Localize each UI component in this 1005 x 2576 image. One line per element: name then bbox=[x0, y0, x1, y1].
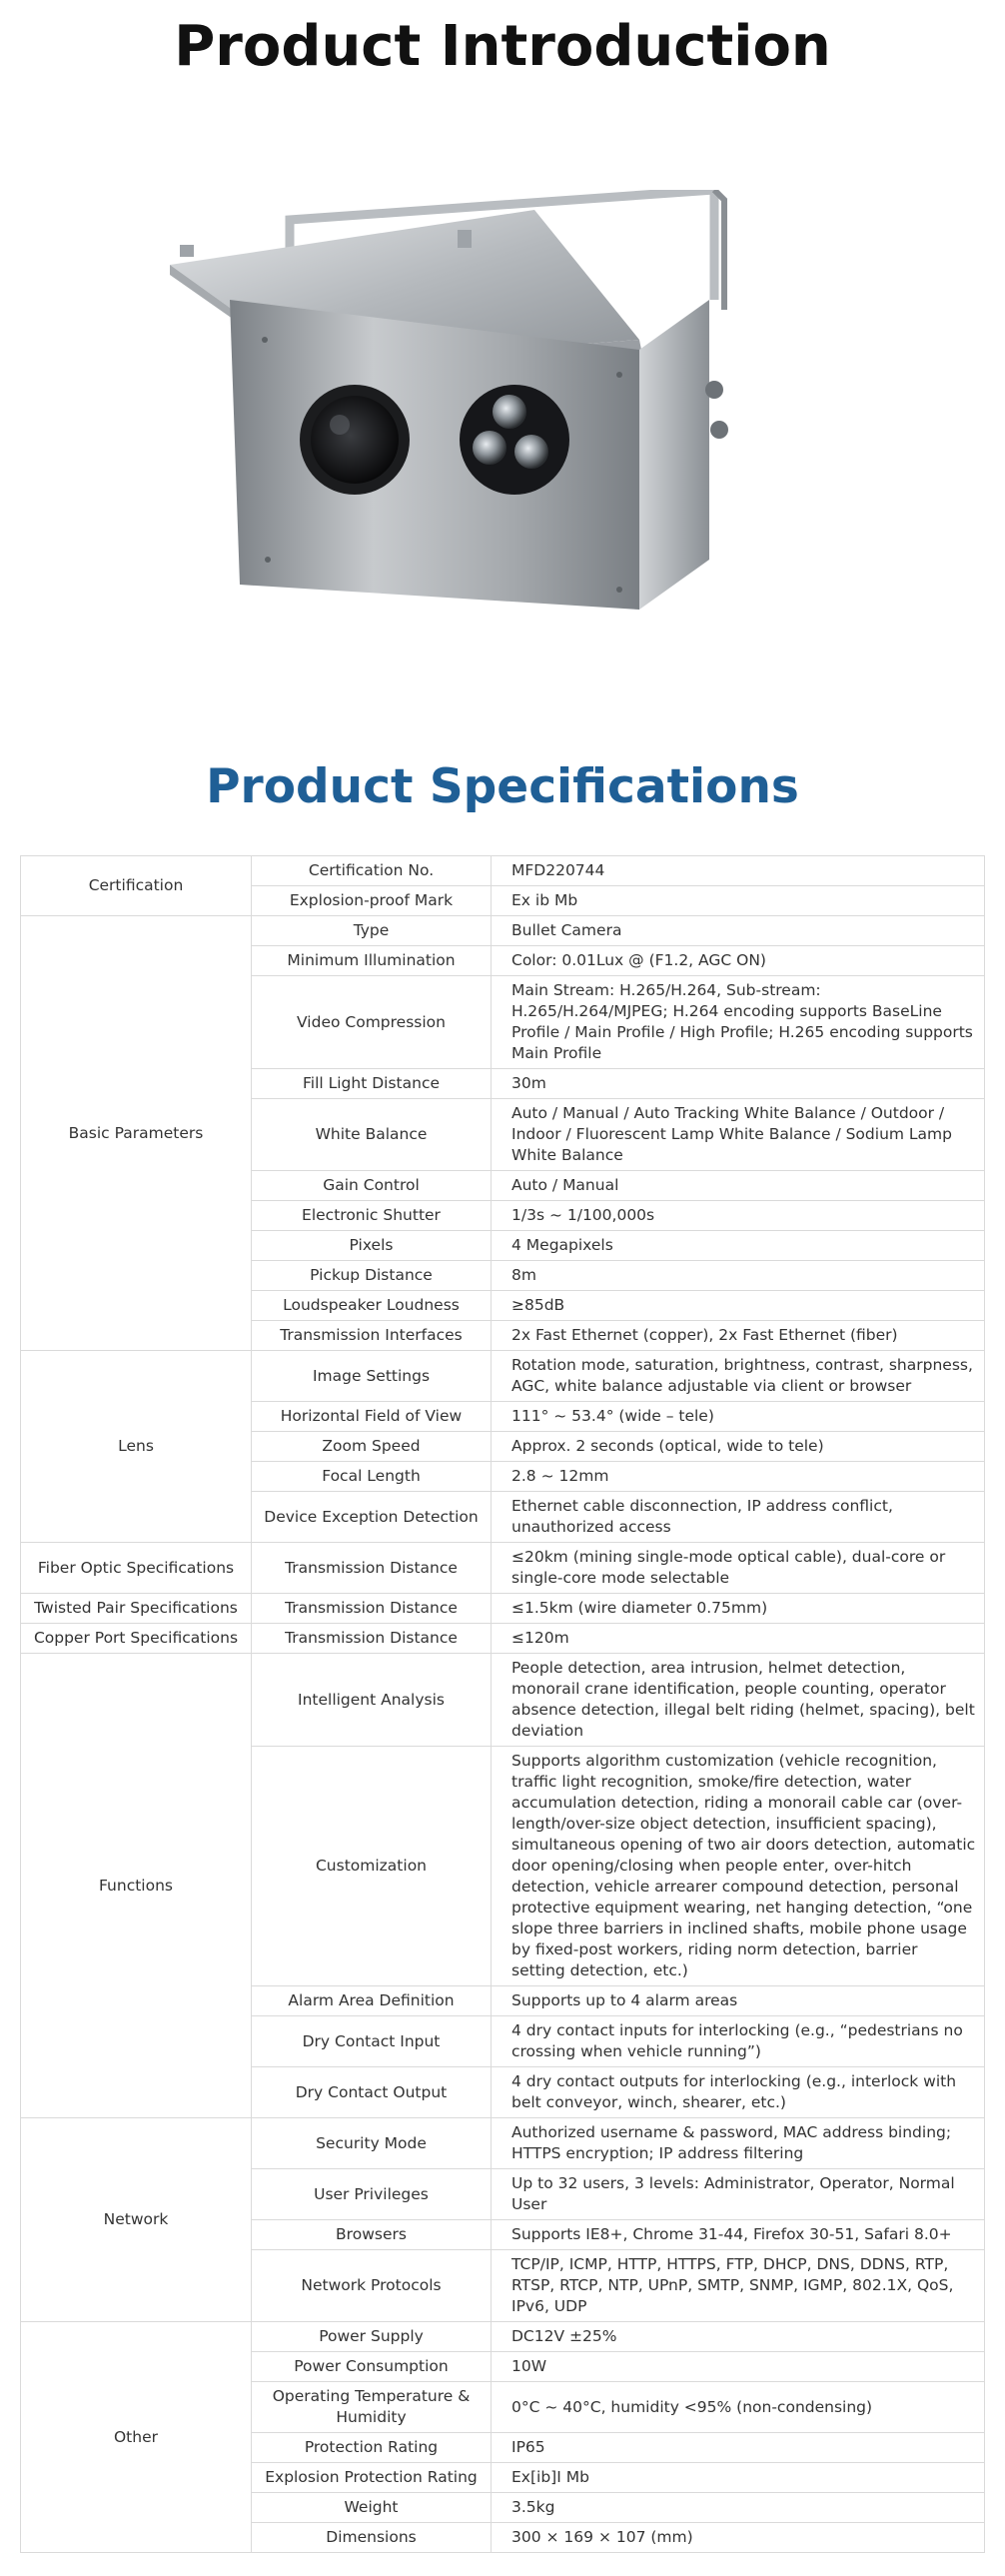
spec-value: Main Stream: H.265/H.264, Sub-stream: H.265/H.264/MJPEG; H.264 encoding supports BaseLine Profile / Main Profile / High Profile; H.265 encoding supports Main Profile bbox=[492, 976, 985, 1069]
spec-parameter: Dimensions bbox=[252, 2523, 492, 2553]
spec-value: Auto / Manual bbox=[492, 1171, 985, 1201]
spec-category: Functions bbox=[21, 1654, 252, 2118]
spec-value: 8m bbox=[492, 1261, 985, 1291]
spec-value: 4 Megapixels bbox=[492, 1231, 985, 1261]
spec-parameter: Minimum Illumination bbox=[252, 946, 492, 976]
spec-parameter: Transmission Distance bbox=[252, 1543, 492, 1594]
spec-row bbox=[21, 1624, 985, 1654]
spec-value: Ethernet cable disconnection, IP address conflict, unauthorized access bbox=[492, 1492, 985, 1543]
spec-value: Ex ib Mb bbox=[492, 886, 985, 916]
product-image bbox=[170, 190, 829, 659]
spec-parameter: Customization bbox=[252, 1747, 492, 1986]
spec-value: 111° ~ 53.4° (wide – tele) bbox=[492, 1402, 985, 1432]
spec-value: 0°C ~ 40°C, humidity <95% (non-condensing) bbox=[492, 2382, 985, 2433]
spec-row bbox=[21, 916, 985, 946]
spec-category: Certification bbox=[21, 856, 252, 916]
spec-value: Supports up to 4 alarm areas bbox=[492, 1986, 985, 2016]
spec-row bbox=[21, 856, 985, 886]
spec-parameter: Transmission Distance bbox=[252, 1624, 492, 1654]
spec-parameter: Transmission Distance bbox=[252, 1594, 492, 1624]
spec-value: TCP/IP, ICMP, HTTP, HTTPS, FTP, DHCP, DNS, DDNS, RTP, RTSP, RTCP, NTP, UPnP, SMTP, SNMP, IGMP, 802.1X, QoS, IPv6, UDP bbox=[492, 2250, 985, 2322]
spec-category: Copper Port Specifications bbox=[21, 1624, 252, 1654]
spec-value: 30m bbox=[492, 1069, 985, 1099]
spec-category: Fiber Optic Specifications bbox=[21, 1543, 252, 1594]
spec-value: Bullet Camera bbox=[492, 916, 985, 946]
spec-parameter: Image Settings bbox=[252, 1351, 492, 1402]
spec-parameter: Zoom Speed bbox=[252, 1432, 492, 1462]
spec-value: 300 × 169 × 107 (mm) bbox=[492, 2523, 985, 2553]
spec-value: Rotation mode, saturation, brightness, contrast, sharpness, AGC, white balance adjustable via client or browser bbox=[492, 1351, 985, 1402]
spec-parameter: Gain Control bbox=[252, 1171, 492, 1201]
spec-value: 4 dry contact inputs for interlocking (e.g., “pedestrians no crossing when vehicle running”) bbox=[492, 2016, 985, 2067]
spec-parameter: Pixels bbox=[252, 1231, 492, 1261]
page-title: Product Introduction bbox=[174, 14, 831, 79]
spec-value: 1/3s ~ 1/100,000s bbox=[492, 1201, 985, 1231]
spec-parameter: Focal Length bbox=[252, 1462, 492, 1492]
spec-category: Twisted Pair Specifications bbox=[21, 1594, 252, 1624]
spec-value: Supports algorithm customization (vehicle recognition, traffic light recognition, smoke/fire detection, water accumulation detection, riding a monorail cable car (over-length/over-size object detection, insufficient spacing), simultaneous opening of two air doors detection, automatic door opening/closing when people enter, over-hitch detection, vehicle arrearer compound detection, personal protective equipment wearing, net hanging detection, “one slope three barriers in inclined shafts, mobile phone usage by fixed-post workers, riding norm detection, barrier setting detection, etc.) bbox=[492, 1747, 985, 1986]
spec-parameter: Transmission Interfaces bbox=[252, 1321, 492, 1351]
spec-category: Network bbox=[21, 2118, 252, 2322]
spec-parameter: Protection Rating bbox=[252, 2433, 492, 2463]
spec-value: Approx. 2 seconds (optical, wide to tele) bbox=[492, 1432, 985, 1462]
spec-category: Lens bbox=[21, 1351, 252, 1543]
spec-parameter: Intelligent Analysis bbox=[252, 1654, 492, 1747]
spec-row bbox=[21, 2322, 985, 2352]
spec-category: Other bbox=[21, 2322, 252, 2553]
spec-value: ≤20km (mining single-mode optical cable), dual-core or single-core mode selectable bbox=[492, 1543, 985, 1594]
spec-value: ≤120m bbox=[492, 1624, 985, 1654]
spec-parameter: Network Protocols bbox=[252, 2250, 492, 2322]
spec-parameter: Device Exception Detection bbox=[252, 1492, 492, 1543]
spec-parameter: Power Supply bbox=[252, 2322, 492, 2352]
spec-row bbox=[21, 1351, 985, 1402]
spec-parameter: Power Consumption bbox=[252, 2352, 492, 2382]
spec-parameter: Browsers bbox=[252, 2220, 492, 2250]
spec-value: 2x Fast Ethernet (copper), 2x Fast Ethernet (fiber) bbox=[492, 1321, 985, 1351]
spec-parameter: Video Compression bbox=[252, 976, 492, 1069]
section-title: Product Specifications bbox=[206, 759, 799, 814]
spec-parameter: Electronic Shutter bbox=[252, 1201, 492, 1231]
spec-value: Authorized username & password, MAC address binding; HTTPS encryption; IP address filtering bbox=[492, 2118, 985, 2169]
spec-value: 2.8 ~ 12mm bbox=[492, 1462, 985, 1492]
spec-row bbox=[21, 1654, 985, 1747]
spec-value: 10W bbox=[492, 2352, 985, 2382]
spec-value: DC12V ±25% bbox=[492, 2322, 985, 2352]
spec-value: IP65 bbox=[492, 2433, 985, 2463]
spec-row bbox=[21, 1543, 985, 1594]
spec-value: Ex[ib]I Mb bbox=[492, 2463, 985, 2493]
spec-value: Color: 0.01Lux @ (F1.2, AGC ON) bbox=[492, 946, 985, 976]
spec-value: 4 dry contact outputs for interlocking (e.g., interlock with belt conveyor, winch, shearer, etc.) bbox=[492, 2067, 985, 2118]
spec-parameter: Security Mode bbox=[252, 2118, 492, 2169]
spec-category: Basic Parameters bbox=[21, 916, 252, 1351]
spec-parameter: Loudspeaker Loudness bbox=[252, 1291, 492, 1321]
spec-row bbox=[21, 2118, 985, 2169]
spec-row bbox=[21, 1594, 985, 1624]
spec-parameter: Operating Temperature & Humidity bbox=[252, 2382, 492, 2433]
spec-value: People detection, area intrusion, helmet detection, monorail crane identification, people counting, operator absence detection, illegal belt riding (helmet, spacing), belt deviation bbox=[492, 1654, 985, 1747]
spec-parameter: Dry Contact Output bbox=[252, 2067, 492, 2118]
spec-parameter: Explosion-proof Mark bbox=[252, 886, 492, 916]
spec-parameter: Certification No. bbox=[252, 856, 492, 886]
spec-value: ≤1.5km (wire diameter 0.75mm) bbox=[492, 1594, 985, 1624]
spec-parameter: Explosion Protection Rating bbox=[252, 2463, 492, 2493]
spec-parameter: Pickup Distance bbox=[252, 1261, 492, 1291]
spec-value: Auto / Manual / Auto Tracking White Balance / Outdoor / Indoor / Fluorescent Lamp White Balance / Sodium Lamp White Balance bbox=[492, 1099, 985, 1171]
spec-parameter: Alarm Area Definition bbox=[252, 1986, 492, 2016]
spec-parameter: Weight bbox=[252, 2493, 492, 2523]
spec-value: Supports IE8+, Chrome 31-44, Firefox 30-51, Safari 8.0+ bbox=[492, 2220, 985, 2250]
spec-parameter: Horizontal Field of View bbox=[252, 1402, 492, 1432]
spec-value: MFD220744 bbox=[492, 856, 985, 886]
spec-table bbox=[20, 855, 985, 2553]
spec-parameter: Type bbox=[252, 916, 492, 946]
spec-value: 3.5kg bbox=[492, 2493, 985, 2523]
spec-parameter: White Balance bbox=[252, 1099, 492, 1171]
spec-value: ≥85dB bbox=[492, 1291, 985, 1321]
spec-parameter: User Privileges bbox=[252, 2169, 492, 2220]
spec-value: Up to 32 users, 3 levels: Administrator, Operator, Normal User bbox=[492, 2169, 985, 2220]
spec-parameter: Dry Contact Input bbox=[252, 2016, 492, 2067]
spec-parameter: Fill Light Distance bbox=[252, 1069, 492, 1099]
